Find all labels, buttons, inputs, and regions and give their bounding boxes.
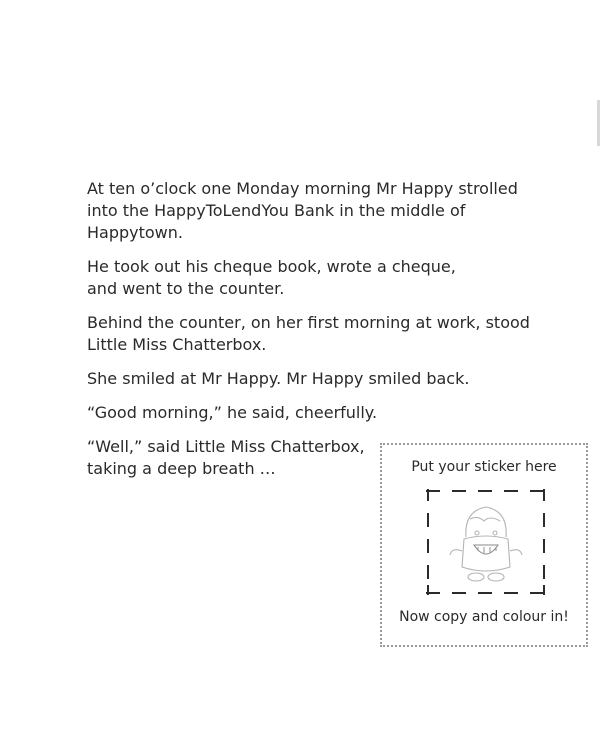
- story-paragraph: Behind the counter, on her first morning at work, stood Little Miss Chatterbox.: [87, 313, 530, 354]
- story-paragraph: At ten o’clock one Monday morning Mr Happy strolled into the HappyToLendYou Bank in the middle of Happytown.: [87, 179, 518, 242]
- sticker-placeholder: [426, 489, 546, 595]
- story-paragraph: She smiled at Mr Happy. Mr Happy smiled back.: [87, 369, 470, 388]
- colour-in-caption: Now copy and colour in!: [399, 609, 569, 625]
- sticker-panel: [380, 443, 588, 647]
- character-outline-icon: [450, 507, 522, 581]
- story-paragraph: “Good morning,” he said, cheerfully.: [87, 403, 378, 422]
- sticker-dashed-frame: [426, 489, 546, 595]
- sticker-title: Put your sticker here: [411, 459, 557, 475]
- story-paragraph: He took out his cheque book, wrote a cheque, and went to the counter.: [87, 257, 456, 298]
- story-paragraph: “Well,” said Little Miss Chatterbox, taking a deep breath …: [87, 437, 365, 478]
